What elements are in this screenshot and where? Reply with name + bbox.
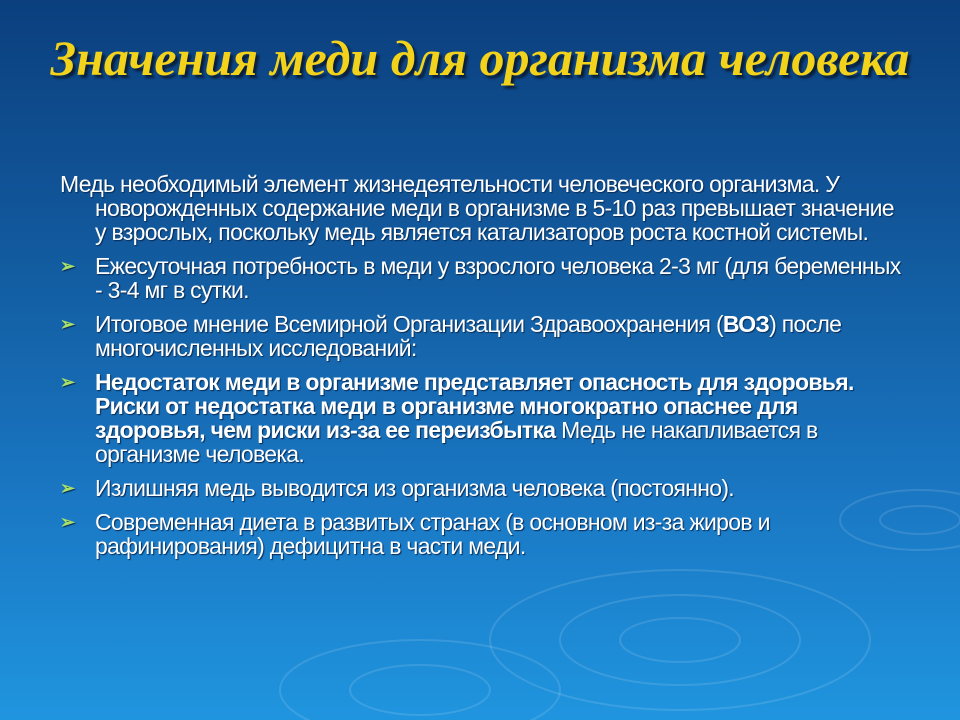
bullet-item: ➢ Ежесуточная потребность в меди у взрослого человека 2-3 мг (для беременных - 3-4 мг в сутки. — [60, 253, 901, 303]
bullet-item: ➢ Недостаток меди в организме представляет опасность для здоровья. Риски от недостатка меди в организме многократно опаснее для здоровья, чем риски из-за ее переизбытка Медь не накапливается в организме человека. — [60, 369, 854, 467]
arrowhead-bullet-icon: ➢ — [60, 478, 75, 498]
slide-body — [60, 172, 910, 568]
arrowhead-bullet-icon: ➢ — [60, 314, 75, 334]
slide-title: Значения меди для организма человека — [50, 30, 910, 86]
arrowhead-bullet-icon: ➢ — [60, 512, 75, 532]
bullet-item: ➢ Итоговое мнение Всемирной Организации Здравоохранения (ВОЗ) после многочисленных исследований: — [60, 311, 842, 361]
arrowhead-bullet-icon: ➢ — [60, 256, 75, 276]
bullet-item: ➢ Современная диета в развитых странах (в основном из-за жиров и рафинирования) дефицитна в части меди. — [60, 509, 770, 559]
bullet-item: ➢ Излишняя медь выводится из организма человека (постоянно). — [60, 475, 735, 501]
intro-paragraph: Медь необходимый элемент жизнедеятельности человеческого организма. У новорожденных содержание меди в организме в 5-10 раз превышает значение у взрослых, поскольку медь является катализаторов роста костной системы. — [60, 171, 894, 245]
arrowhead-bullet-icon: ➢ — [60, 372, 75, 392]
